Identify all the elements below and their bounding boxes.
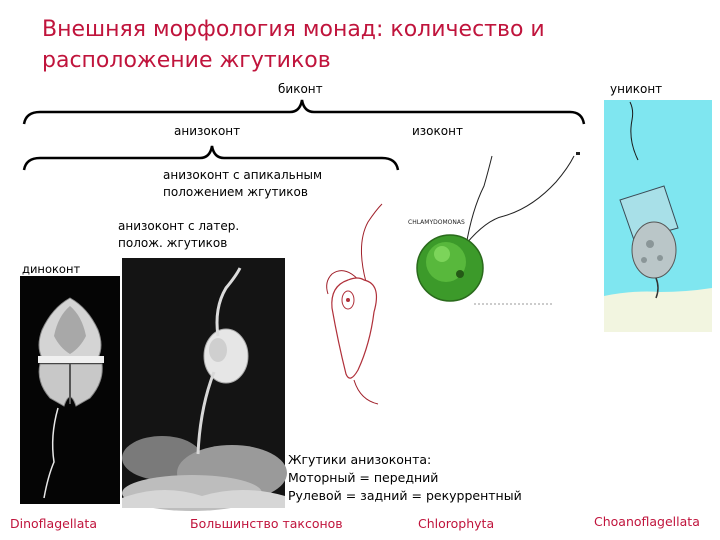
unikont-label: униконт	[610, 82, 663, 96]
caption-dinoflagellata: Dinoflagellata	[10, 516, 97, 531]
note-heading: Жгутики анизоконта:	[288, 452, 432, 467]
anisokont-label: анизоконт	[174, 124, 241, 138]
bikont-label: биконт	[278, 82, 323, 96]
apical-label-line1: анизоконт с апикальным	[163, 168, 323, 182]
isokont-label: изоконт	[412, 124, 463, 138]
lateral-label-line2: полож. жгутиков	[118, 236, 228, 250]
caption-choanoflagellata: Choanoflagellata	[594, 514, 700, 529]
dinokont-label: диноконт	[22, 262, 81, 276]
apical-label-line2: положением жгутиков	[163, 185, 308, 199]
page-title: Внешняя морфология монад: количество и расположение жгутиков	[42, 17, 545, 73]
chlamydomonas-caption-text: CHLAMYDOMONAS	[408, 219, 465, 226]
caption-majority: Большинство таксонов	[190, 516, 343, 531]
dinoflagellate-micrograph	[20, 276, 120, 504]
choanoflagellate-micrograph	[604, 100, 712, 332]
bikont-brace	[24, 100, 584, 124]
caption-chlorophyta: Chlorophyta	[418, 516, 495, 531]
lateral-label-line1: анизоконт с латер.	[118, 219, 240, 233]
lateral-anisokont-micrograph	[122, 258, 285, 508]
note-rudder: Рулевой = задний = рекуррентный	[288, 488, 522, 503]
note-motor: Моторный = передний	[288, 470, 439, 485]
apical-anisokont-drawing	[318, 204, 398, 414]
anisokont-brace	[24, 146, 398, 170]
chlamydomonas-micrograph	[402, 150, 580, 330]
